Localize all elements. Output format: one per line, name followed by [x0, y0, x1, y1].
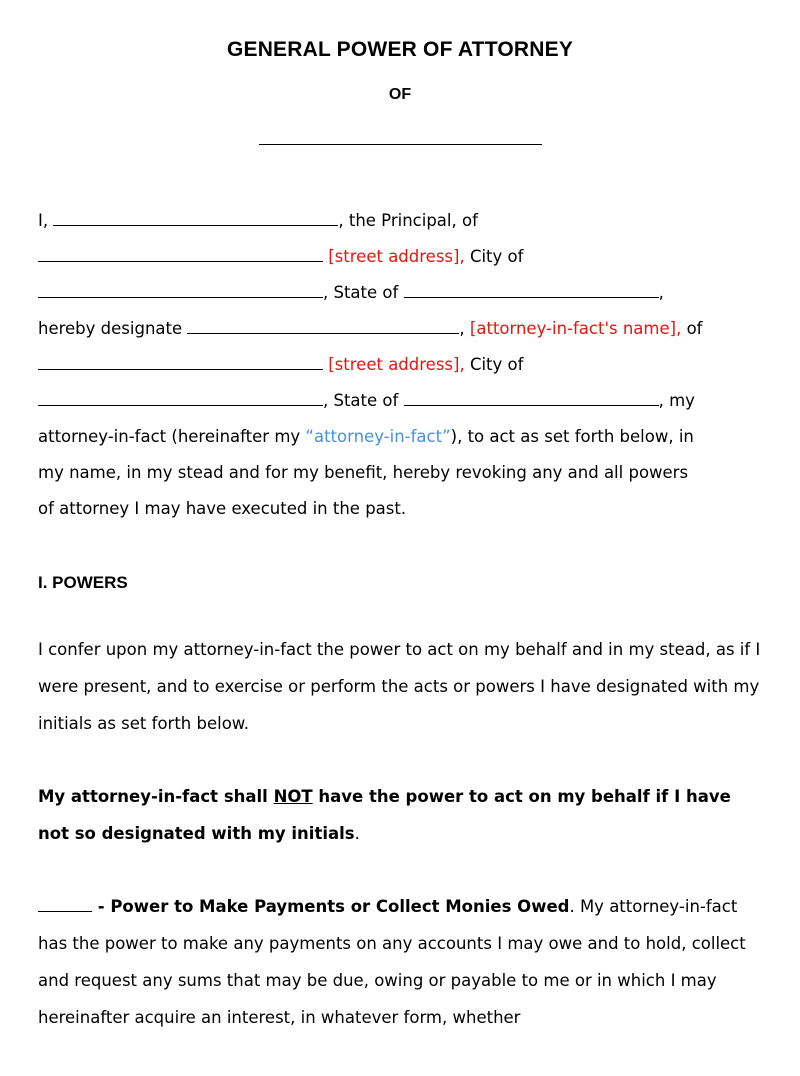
powers-not-emphasis: NOT [273, 787, 313, 806]
section-heading-powers: I. POWERS [38, 573, 128, 592]
principal-street-blank[interactable] [38, 247, 323, 262]
attorney-state-blank[interactable] [404, 391, 659, 406]
initials-blank[interactable] [38, 897, 92, 912]
principal-name-title-blank[interactable] [259, 143, 542, 145]
principal-name-blank[interactable] [53, 211, 338, 226]
principal-state-label: , State of [323, 283, 399, 302]
intro-block [38, 203, 762, 527]
attorney-name-placeholder: [attorney-in-fact's name], [469, 319, 682, 338]
power-item-title: Power to Make Payments or Collect Monies Owed [110, 897, 570, 916]
powers-paragraph-2-end: . [354, 824, 360, 843]
intro-line-6-post: , my [658, 391, 695, 410]
intro-line-4-post: of [686, 319, 703, 338]
intro-line-3-comma: , [658, 283, 664, 302]
intro-line-8: my name, in my stead and for my benefit, hereby revoking any and all powers [38, 463, 689, 482]
power-item-dash: - [92, 897, 111, 916]
attorney-name-blank[interactable] [187, 319, 459, 334]
power-item-payments [38, 888, 762, 1036]
powers-paragraph-2-b: have the power to act on my behalf if I have not so designated with my initials [38, 787, 731, 843]
intro-line-2 [38, 239, 762, 275]
powers-paragraph-1: I confer upon my attorney-in-fact the power to act on my behalf and in my stead, as if I were present, and to exercise or perform the acts or powers I have designated with my initials as set forth below. [38, 640, 761, 733]
intro-line-1 [38, 203, 762, 239]
title-name-blank-wrap [38, 130, 762, 149]
intro-line-7-a: attorney-in-fact (hereinafter my [38, 427, 306, 446]
attorney-state-label: , State of [323, 391, 399, 410]
power-item-body: . My attorney-in-fact has the power to make any payments on any accounts I may owe and to hold, collect and request any sums that may be due, owing or payable to me or in which I may hereinafter acquire an interest, in whatever form, whether [38, 897, 746, 1027]
intro-line-9: of attorney I may have executed in the past. [38, 499, 407, 518]
powers-paragraph-2 [38, 778, 762, 852]
principal-city-label: City of [469, 247, 524, 266]
intro-line-7-b: ), to act as set forth below, in [450, 427, 694, 446]
attorney-in-fact-quoted-term: “attorney-in-fact” [305, 427, 451, 446]
intro-line-4-comma: , [459, 319, 465, 338]
page-title: GENERAL POWER OF ATTORNEY [226, 38, 574, 61]
intro-line-3 [38, 275, 762, 311]
principal-state-blank[interactable] [404, 283, 659, 298]
attorney-street-blank[interactable] [38, 355, 323, 370]
attorney-street-placeholder: [street address], [328, 355, 465, 374]
intro-line-4 [38, 311, 762, 347]
intro-line-5 [38, 347, 762, 383]
powers-paragraph-2-a: My attorney-in-fact shall [38, 787, 274, 806]
intro-line-7 [38, 419, 762, 455]
intro-line-6 [38, 383, 762, 419]
intro-line-1-post: , the Principal, of [338, 211, 478, 230]
title-of-label: OF [388, 86, 412, 103]
principal-city-blank[interactable] [38, 283, 323, 298]
principal-street-placeholder: [street address], [328, 247, 465, 266]
designate-label: hereby designate [38, 319, 188, 338]
attorney-city-label: City of [469, 355, 524, 374]
attorney-city-blank[interactable] [38, 391, 323, 406]
intro-line-1-pre: I, [38, 211, 54, 230]
